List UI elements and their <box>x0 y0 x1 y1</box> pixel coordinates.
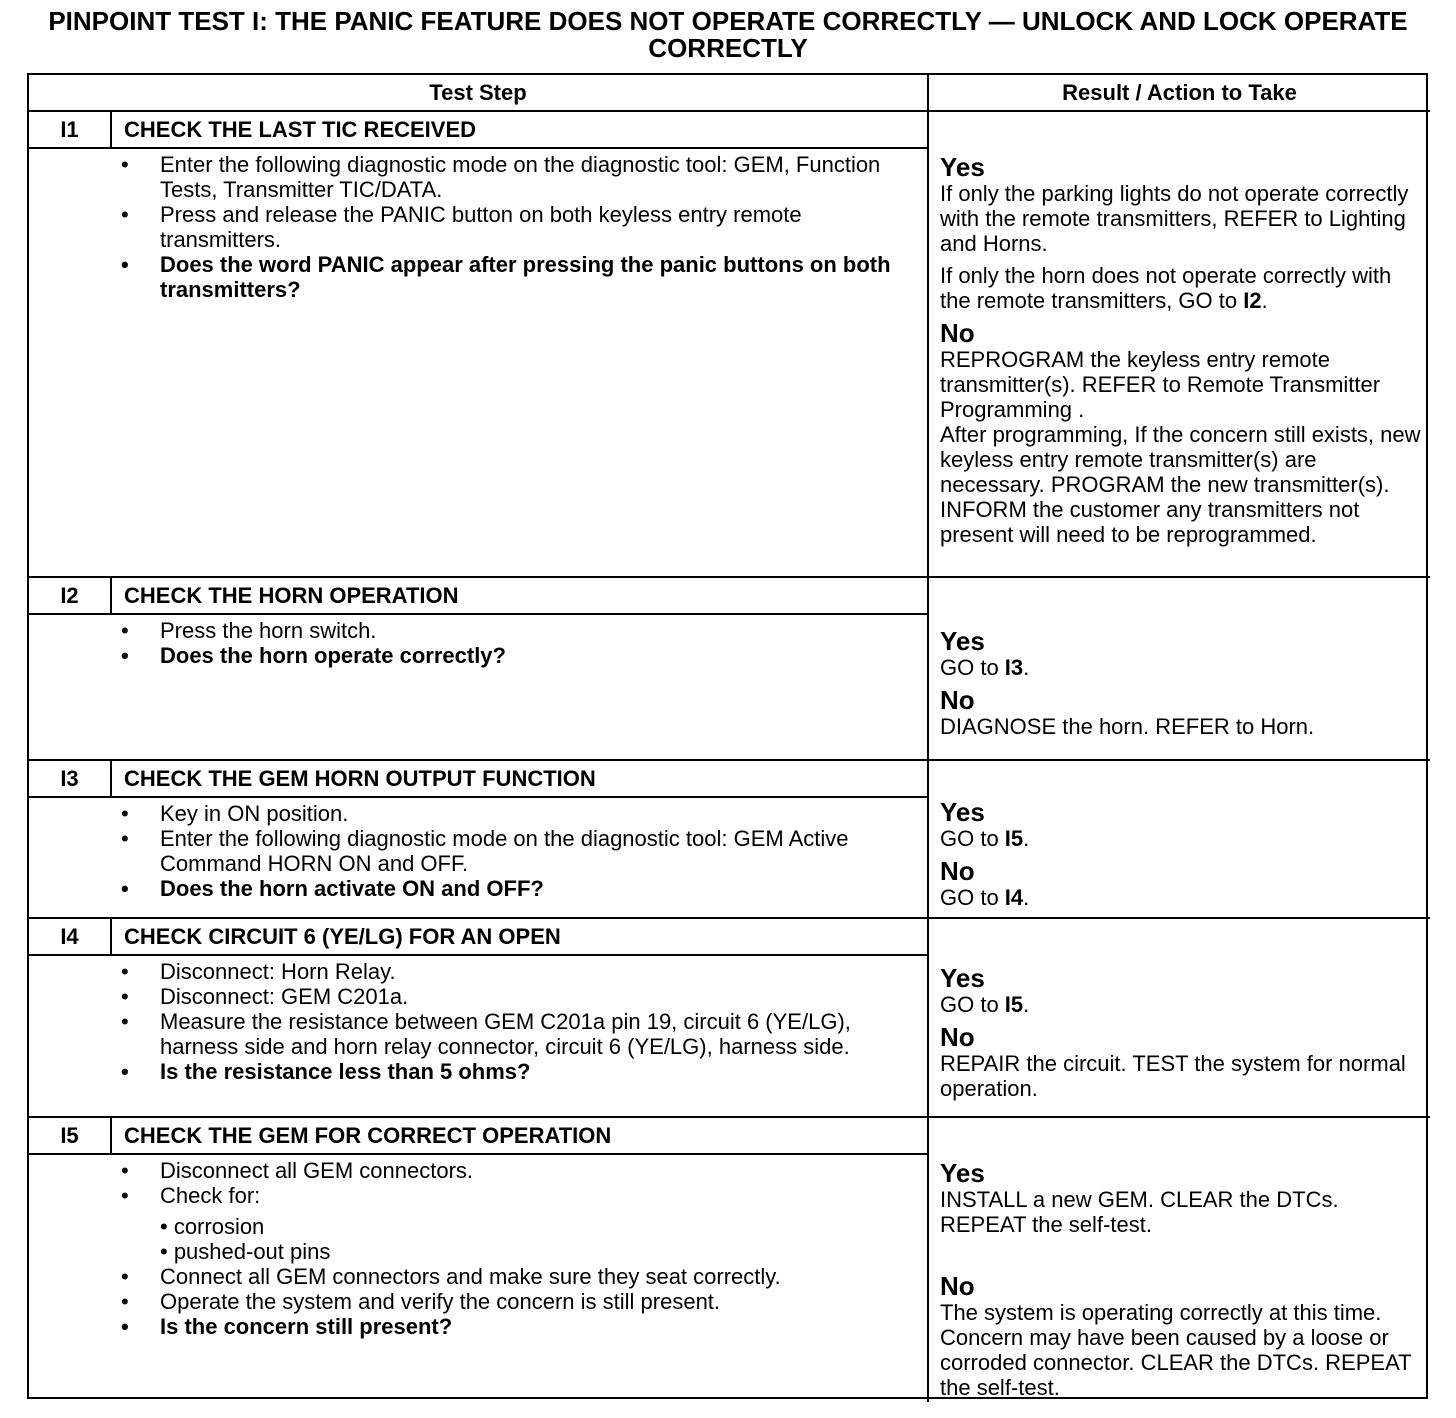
yes-label: Yes <box>940 626 985 656</box>
yes-label: Yes <box>940 152 985 182</box>
list-item: • Does the horn activate ON and OFF? <box>121 876 917 901</box>
yes-action: INSTALL a new GEM. CLEAR the DTCs. REPEAT the self-test. <box>940 1187 1339 1237</box>
no-action: GO to I4. <box>940 884 1030 910</box>
list-item: • Is the concern still present? <box>121 1314 917 1339</box>
list-item: • Check for: <box>121 1183 917 1208</box>
pinpoint-test-table <box>27 73 1428 1399</box>
header-result-action: Result / Action to Take <box>929 75 1430 112</box>
list-item: • Operate the system and verify the concern is still present. <box>121 1289 917 1314</box>
step-id: I5 <box>29 1118 112 1155</box>
step-instructions <box>29 615 929 761</box>
step-id: I3 <box>29 761 112 798</box>
step-result <box>929 761 1430 919</box>
yes-label: Yes <box>940 962 985 993</box>
list-item: • Disconnect all GEM connectors. <box>121 1158 917 1183</box>
list-item: • Press and release the PANIC button on both keyless entry remote transmitters. <box>121 202 917 252</box>
list-item: • Key in ON position. <box>121 801 917 826</box>
step-result <box>929 112 1430 578</box>
no-label: No <box>940 685 975 715</box>
no-label: No <box>940 1271 975 1301</box>
list-item: • Press the horn switch. <box>121 618 917 643</box>
step-result <box>929 1118 1430 1402</box>
no-label: No <box>940 855 975 886</box>
list-item: • Does the horn operate correctly? <box>121 643 917 668</box>
list-item: • Measure the resistance between GEM C201a pin 19, circuit 6 (YE/LG), harness side and horn relay connector, circuit 6 (YE/LG), harness side. <box>121 1009 917 1059</box>
sub-item: • corrosion <box>160 1214 265 1239</box>
list-item: • Disconnect: Horn Relay. <box>121 959 917 984</box>
no-action: REPAIR the circuit. TEST the system for normal operation. <box>940 1050 1406 1101</box>
step-id: I4 <box>29 919 112 956</box>
no-action: DIAGNOSE the horn. REFER to Horn. <box>940 714 1315 739</box>
yes-label: Yes <box>940 796 985 827</box>
no-action: REPROGRAM the keyless entry remote transmitter(s). REFER to Remote Transmitter Programming . <box>940 347 1381 422</box>
yes-action: If only the horn does not operate correctly with the remote transmitters, GO to I2. <box>940 263 1392 313</box>
list-item: • Enter the following diagnostic mode on the diagnostic tool: GEM, Function Tests, Transmitter TIC/DATA. <box>121 152 917 202</box>
step-instructions <box>29 798 929 919</box>
no-label: No <box>940 1021 975 1052</box>
step-title: CHECK THE HORN OPERATION <box>112 578 929 615</box>
list-item: • Enter the following diagnostic mode on the diagnostic tool: GEM Active Command HORN ON and OFF. <box>121 826 917 876</box>
step-title: CHECK THE GEM HORN OUTPUT FUNCTION <box>112 761 929 798</box>
step-result <box>929 578 1430 761</box>
yes-label: Yes <box>940 1158 985 1188</box>
list-item: • Is the resistance less than 5 ohms? <box>121 1059 917 1084</box>
step-id: I1 <box>29 112 112 149</box>
no-label: No <box>940 318 975 348</box>
no-action: The system is operating correctly at this time. Concern may have been caused by a loose or corroded connector. CLEAR the DTCs. REPEAT the self-test. <box>940 1300 1412 1400</box>
step-instructions <box>29 1155 929 1402</box>
no-action: After programming, If the concern still exists, new keyless entry remote transmitter(s) are necessary. PROGRAM the new transmitter(s). INFORM the customer any transmitters not present will need to be reprogrammed. <box>940 422 1421 547</box>
sub-list <box>121 1214 917 1264</box>
list-item: • Connect all GEM connectors and make sure they seat correctly. <box>121 1264 917 1289</box>
yes-action: GO to I5. <box>940 991 1030 1017</box>
sub-item: • pushed-out pins <box>160 1239 331 1264</box>
step-title: CHECK THE GEM FOR CORRECT OPERATION <box>112 1118 929 1155</box>
list-item: • Does the word PANIC appear after pressing the panic buttons on both transmitters? <box>121 252 917 302</box>
step-id: I2 <box>29 578 112 615</box>
list-item: • Disconnect: GEM C201a. <box>121 984 917 1009</box>
step-instructions <box>29 956 929 1118</box>
step-title: CHECK THE LAST TIC RECEIVED <box>112 112 929 149</box>
step-result <box>929 919 1430 1118</box>
header-test-step: Test Step <box>29 75 929 112</box>
yes-action: GO to I3. <box>940 655 1030 680</box>
yes-action: GO to I5. <box>940 825 1030 851</box>
yes-action: If only the parking lights do not operate correctly with the remote transmitters, REFER to Lighting and Horns. <box>940 181 1409 256</box>
step-title: CHECK CIRCUIT 6 (YE/LG) FOR AN OPEN <box>112 919 929 956</box>
page-title: PINPOINT TEST I: THE PANIC FEATURE DOES NOT OPERATE CORRECTLY — UNLOCK AND LOCK OPERATE CORRECTLY <box>48 6 1408 63</box>
step-instructions <box>29 149 929 578</box>
